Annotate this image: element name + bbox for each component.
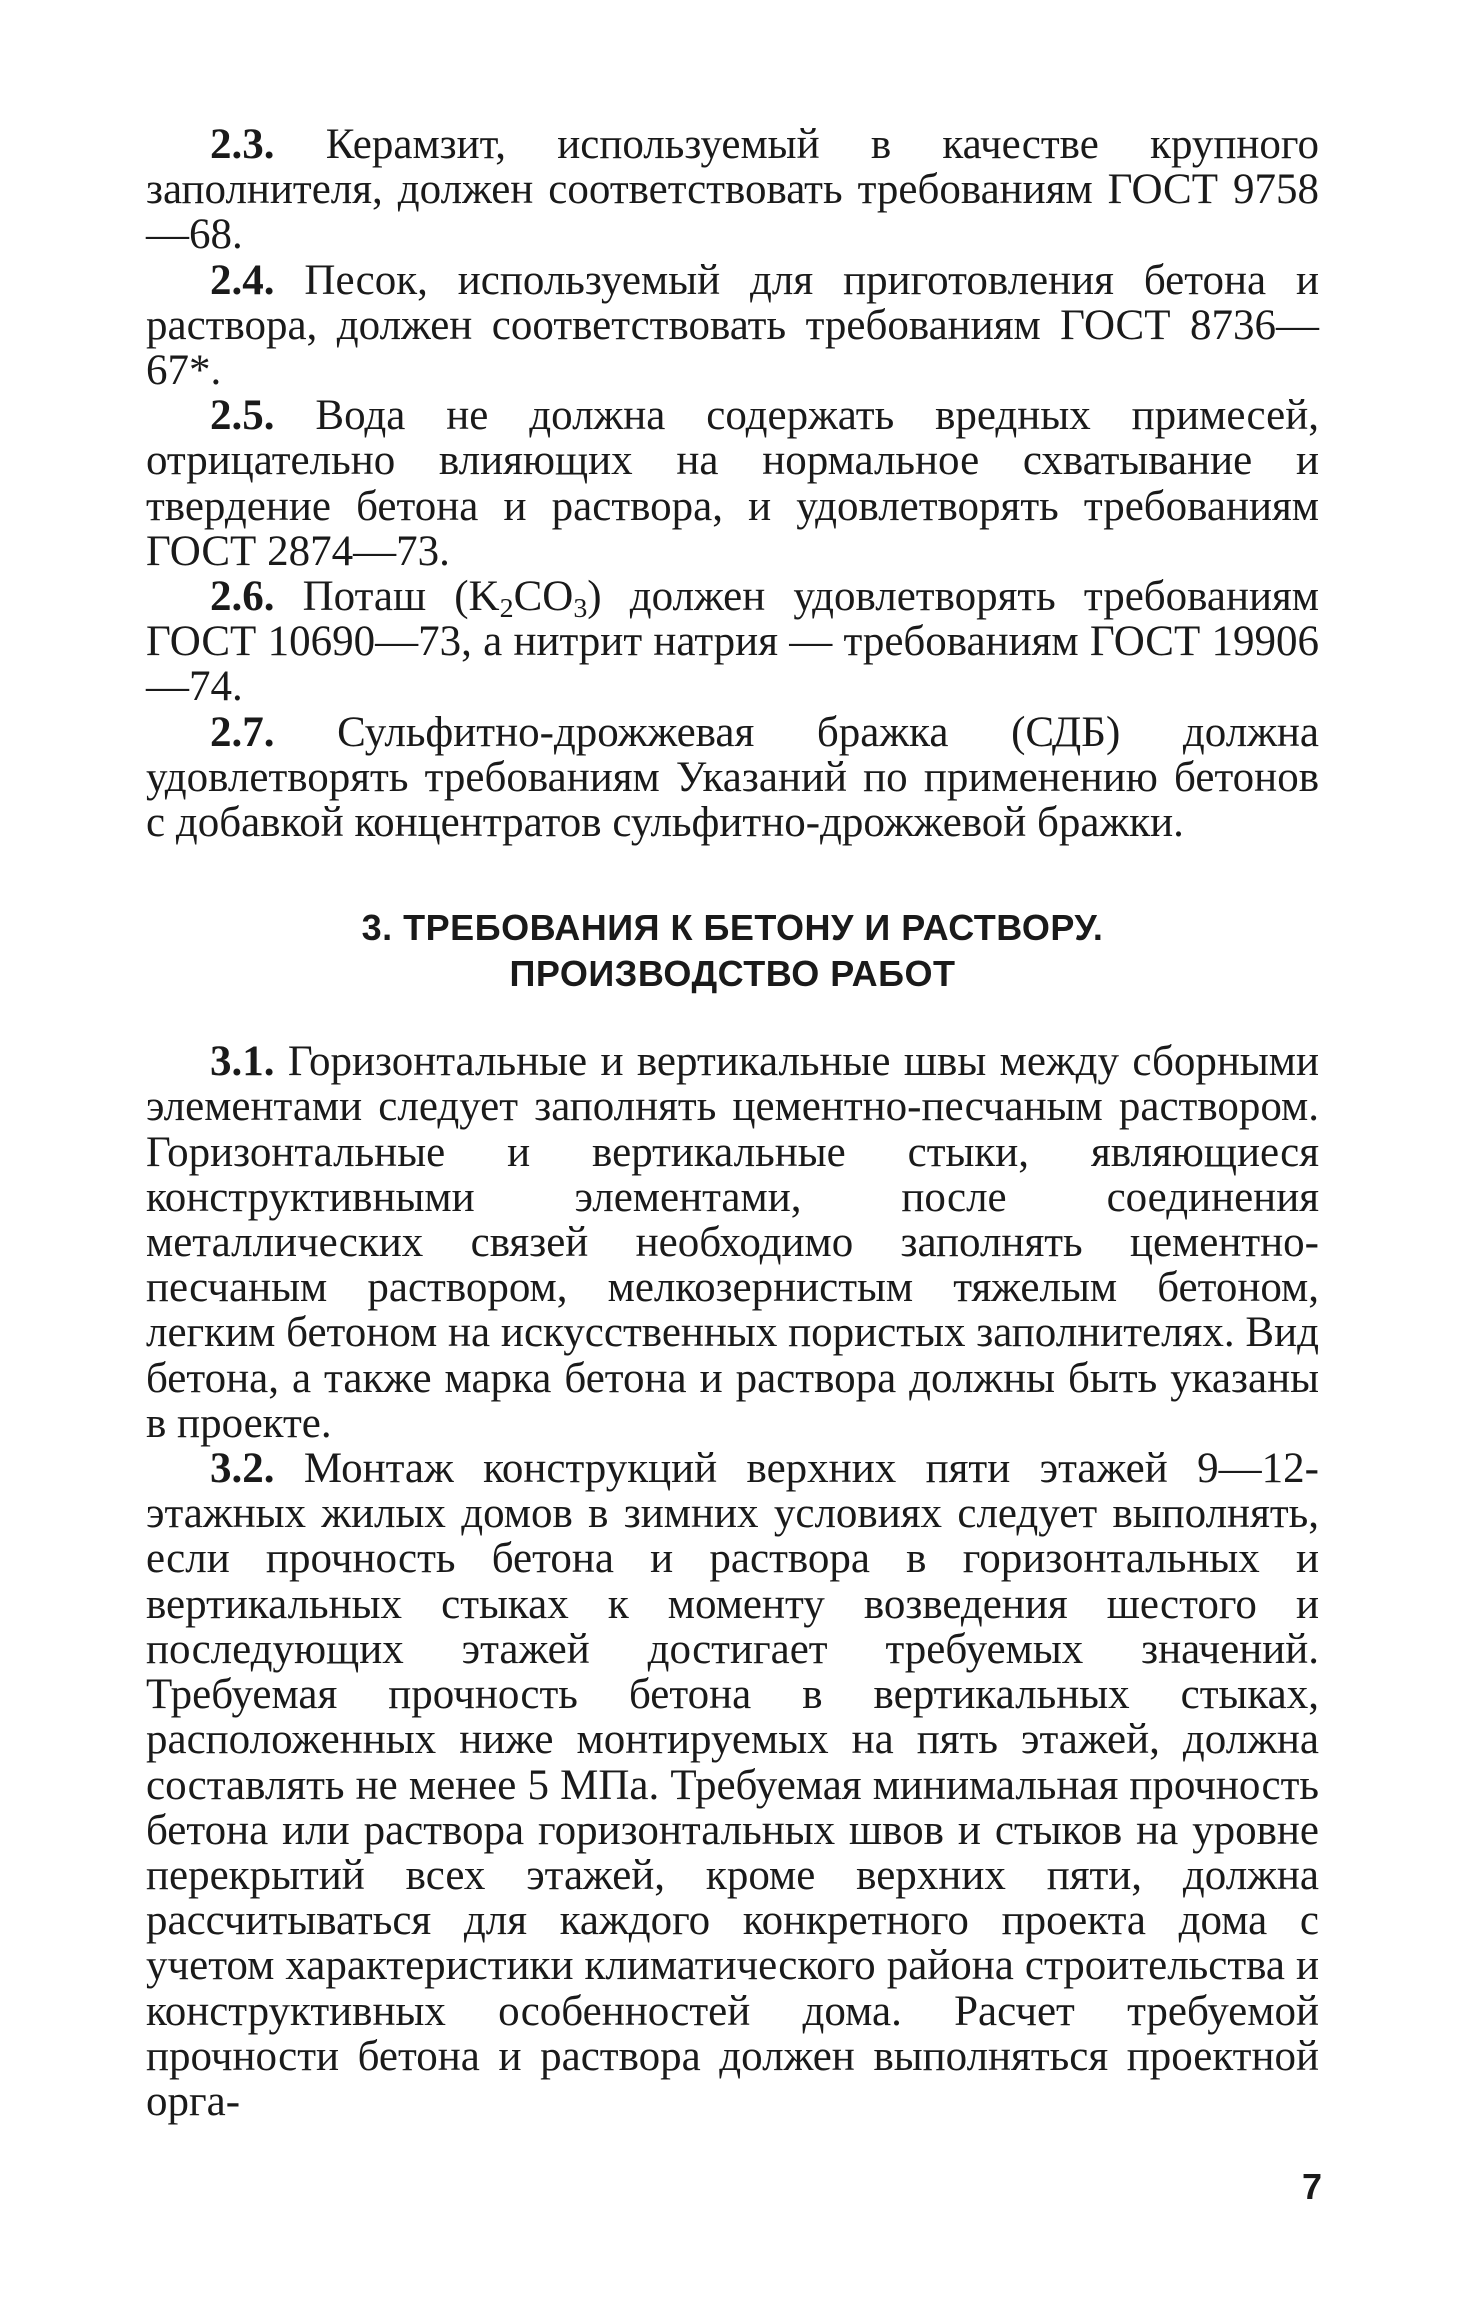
paragraph-2-7 bbox=[146, 710, 1319, 846]
paragraph-2-5 bbox=[146, 393, 1319, 574]
clause-number: 2.4. bbox=[210, 256, 275, 304]
clause-number: 2.7. bbox=[210, 708, 275, 756]
paragraph-text: Горизонтальные и вертикальные швы между сборными элементами следует заполнять цементно-песчаным раствором. Горизонтальные и вертикальные стыки, являющиеся конструктивными элементами, после соединения металлических связей необходимо заполнять цементно-песчаным раствором, мелкозернистым тяжелым бетоном, легким бетоном на искусственных пористых заполнителях. Вид бетона, а также марка бетона и раствора должны быть указаны в проекте. bbox=[146, 1038, 1319, 1447]
paragraph-2-4 bbox=[146, 258, 1319, 394]
paragraph-text: Песок, используемый для приготовления бетона и раствора, должен соответствовать требованиям ГОСТ 8736—67*. bbox=[146, 256, 1319, 395]
paragraph-text: Керамзит, используемый в качестве крупного заполнителя, должен соответствовать требованиям ГОСТ 9758—68. bbox=[146, 121, 1319, 259]
paragraph-text: Монтаж конструкций верхних пяти этажей 9—12-этажных жилых домов в зимних условиях следует выполнять, если прочность бетона и раствора в горизонтальных и вертикальных стыках к моменту возведения шестого и последующих этажей достигает требуемых значений. Требуемая прочность бетона в вертикальных стыках, расположенных ниже монтируемых на пять этажей, должна составлять не менее 5 МПа. Требуемая минимальная прочность бетона или раствора горизонтальных швов и стыков на уровне перекрытий всех этажей, кроме верхних пяти, должна рассчитываться для каждого конкретного проекта дома с учетом характеристики климатического района строительства и конструктивных особенностей дома. Расчет требуемой прочности бетона и раствора должен выполняться проектной орга- bbox=[146, 1445, 1319, 2125]
formula-part: CO bbox=[513, 573, 574, 621]
paragraph-2-3 bbox=[146, 122, 1319, 258]
paragraph-text: Вода не должна содержать вредных примесей, отрицательно влияющих на нормальное схватывание и твердение бетона и раствора, и удовлетворять требованиям ГОСТ 2874—73. bbox=[146, 392, 1319, 575]
clause-number: 2.3. bbox=[210, 121, 275, 168]
page-number: 7 bbox=[1301, 2166, 1322, 2207]
paragraph-text-after-formula: ) должен удовлетворять требованиям ГОСТ 10690—73, а нитрит натрия — требованиям ГОСТ 19906—74. bbox=[146, 573, 1320, 711]
clause-number: 2.6. bbox=[210, 573, 275, 621]
document-page bbox=[146, 122, 1319, 2124]
paragraph-text: Сульфитно-дрожжевая бражка (СДБ) должна удовлетворять требованиям Указаний по применению бетонов с добавкой концентратов сульфитно-дрожжевой бражки. bbox=[146, 708, 1319, 847]
clause-number: 3.2. bbox=[210, 1445, 275, 1493]
paragraph-3-2 bbox=[146, 1446, 1319, 2124]
paragraph-3-1 bbox=[146, 1039, 1319, 1446]
paragraph-2-6 bbox=[146, 574, 1319, 710]
section-heading-line-1: 3. ТРЕБОВАНИЯ К БЕТОНУ И РАСТВОРУ. bbox=[361, 907, 1104, 949]
clause-number: 2.5. bbox=[210, 392, 275, 440]
formula-subscript: 2 bbox=[499, 593, 514, 625]
paragraph-text-before-formula: Поташ (K bbox=[274, 573, 500, 621]
section-heading bbox=[146, 905, 1319, 997]
clause-number: 3.1. bbox=[210, 1038, 275, 1086]
section-heading-line-2: ПРОИЗВОДСТВО РАБОТ bbox=[509, 953, 956, 995]
formula-subscript: 3 bbox=[573, 593, 588, 625]
